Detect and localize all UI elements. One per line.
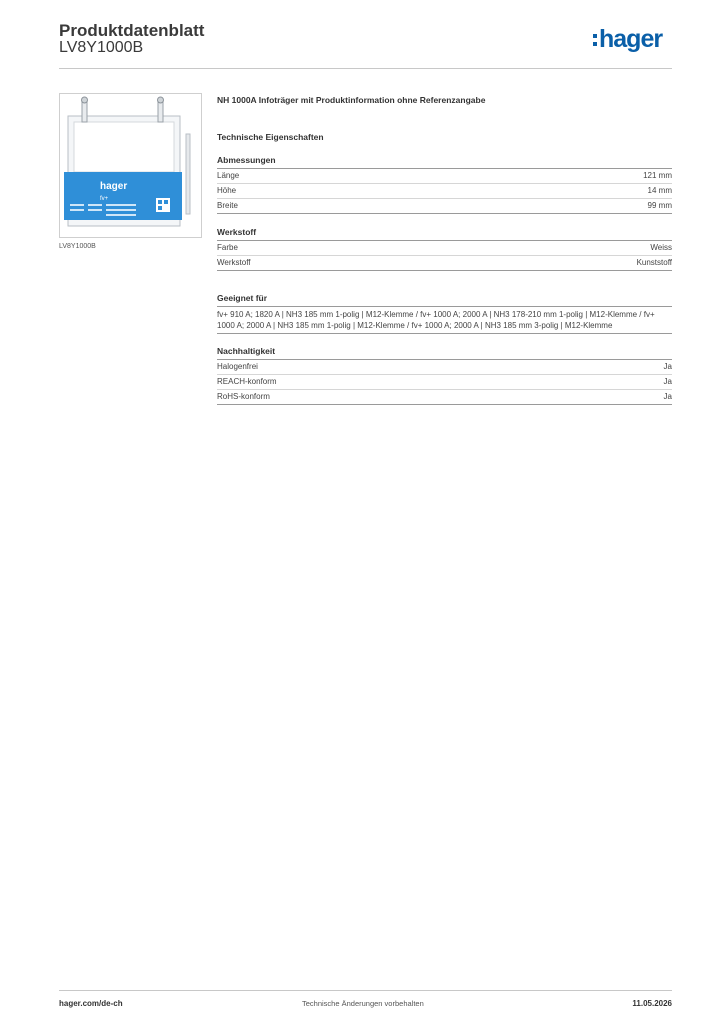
table-row [217, 390, 672, 405]
footer-date: 11.05.2026 [632, 999, 672, 1008]
row-value: 99 mm [647, 201, 672, 210]
logo-colon-icon [593, 34, 598, 50]
row-value: Ja [663, 392, 672, 401]
row-label: Werkstoff [217, 258, 251, 267]
footer-disclaimer: Technische Änderungen vorbehalten [302, 999, 424, 1008]
group-title: Geeignet für [217, 293, 672, 307]
row-label: Länge [217, 171, 240, 180]
row-value: Ja [663, 377, 672, 386]
row-value: 14 mm [647, 186, 672, 195]
suitable-text: fv+ 910 A; 1820 A | NH3 185 mm 1-polig | M12-Klemme / fv+ 1000 A; 2000 A | NH3 178-210 mm 1-polig | M12-Klemme / fv+ 1000 A; 2000 A | NH3 185 mm 1-polig | M12-Klemme / fv+ 1000 A; 2000 A | NH3 185 mm 3-polig | M12-Klemme [217, 307, 672, 334]
row-label: Höhe [217, 186, 237, 195]
logo-wordmark: hager [599, 25, 663, 53]
row-value: Weiss [650, 243, 672, 252]
row-value: Kunststoff [636, 258, 672, 267]
product-details [217, 95, 672, 405]
article-number: LV8Y1000B [59, 39, 144, 56]
group-title: Werkstoff [217, 227, 672, 241]
image-caption: LV8Y1000B [59, 243, 96, 250]
material-group [217, 227, 672, 271]
page-title: Produktdatenblatt [59, 21, 205, 40]
product-image [59, 93, 202, 238]
sustainability-group [217, 346, 672, 405]
table-row [217, 256, 672, 271]
suitable-group [217, 293, 672, 334]
product-photo-icon [60, 94, 201, 237]
image-brand-label: hager [100, 181, 128, 192]
product-description: NH 1000A Infoträger mit Produktinformation ohne Referenzangabe [217, 95, 486, 105]
row-label: RoHS-konform [217, 392, 270, 401]
image-product-label: fv+ [100, 196, 109, 202]
row-label: Farbe [217, 243, 238, 252]
footer-divider [59, 990, 672, 991]
table-row [217, 169, 672, 184]
row-label: REACH-konform [217, 377, 277, 386]
row-label: Breite [217, 201, 238, 210]
table-row [217, 184, 672, 199]
dimensions-group [217, 155, 672, 214]
table-row [217, 360, 672, 375]
group-title: Abmessungen [217, 155, 672, 169]
row-label: Halogenfrei [217, 362, 258, 371]
row-value: Ja [663, 362, 672, 371]
footer-website-link[interactable]: hager.com/de-ch [59, 999, 123, 1008]
header-divider [59, 68, 672, 69]
table-row [217, 199, 672, 214]
section-title: Technische Eigenschaften [217, 132, 324, 142]
table-row [217, 375, 672, 390]
group-title: Nachhaltigkeit [217, 346, 672, 360]
row-value: 121 mm [643, 171, 672, 180]
table-row [217, 241, 672, 256]
